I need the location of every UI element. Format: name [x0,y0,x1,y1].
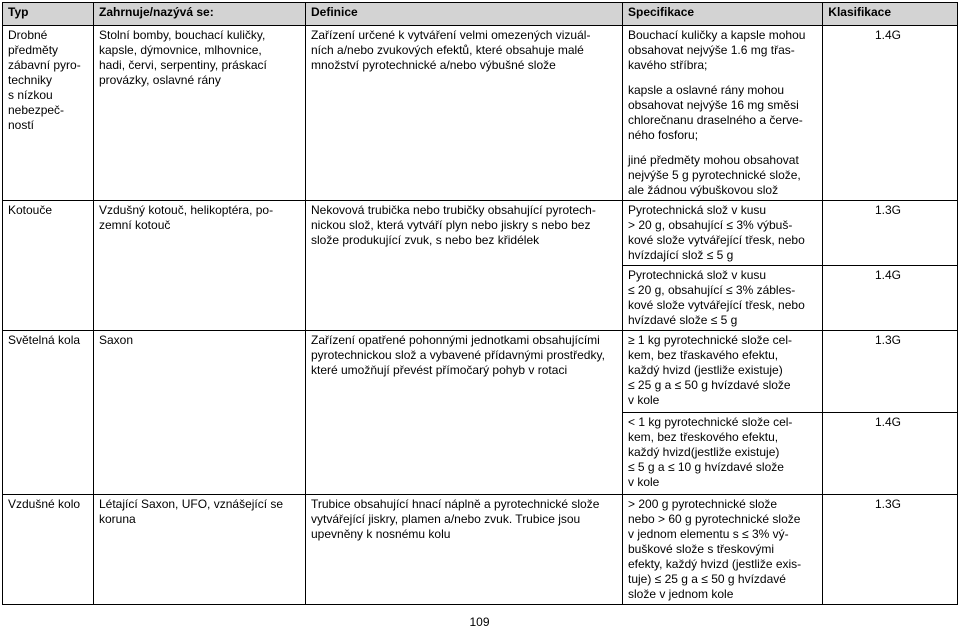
type-line: předměty [8,43,59,57]
definition-line: Zařízení opatřené pohonnými jednotkami obsahujícími [311,333,600,347]
spec-block-bangs [628,83,818,143]
spec-line: ≤ 20 g, obsahující ≤ 3% zábles- [628,283,796,297]
cell-definition [306,495,623,605]
spec-line: jiné předměty mohou obsahovat [628,153,799,167]
type-line: ností [8,118,35,132]
cell-specification [623,201,823,266]
spec-line: kové slože vytvářející třesk, nebo [628,298,805,312]
spec-line: hvízdající slož ≤ 5 g [628,248,734,262]
table-row-kotouce [3,201,958,266]
table-row-vzdusne-kolo [3,495,958,605]
spec-line: efekty, každý hvizd (jestliže exis- [628,557,802,571]
definition-line: vytvářející jiskry, plamen a/nebo zvuk. Trubice jsou [311,512,581,526]
page-number: 109 [469,615,490,629]
cell-definition [306,201,623,331]
definition-line: ních a/nebo zvukových efektů, které obsahuje malé [311,43,584,57]
spec-line: kapsle a oslavné rány mohou [628,83,785,97]
definition-line: množství pyrotechnické a/nebo výbušné slože [311,58,556,72]
definition-line: Zařízení určené k vytváření velmi omezených vizuál- [311,28,591,42]
spec-line: každý hvizd (jestliže existuje) [628,363,783,377]
spec-line: tuje) ≤ 25 g a ≤ 50 g hvízdavé [628,572,786,586]
cell-classification: 1.3G [823,495,958,605]
spec-line: hvízdavé slože ≤ 5 g [628,313,738,327]
definition-line: nickou slož, která vytváří plyn nebo jiskry s nebo bez [311,218,591,232]
spec-line: každý hvizd(jestliže existuje) [628,445,780,459]
names-line: Stolní bomby, bouchací kuličky, [99,28,266,42]
spec-line: nejvýše 5 g pyrotechnické slože, [628,168,801,182]
spec-line: slože v jednom kole [628,587,734,601]
cell-names: Saxon [94,331,306,495]
spec-line: ného fosforu; [628,128,699,142]
names-line: hadi, červi, serpentiny, práskací [99,58,267,72]
spec-line: > 200 g pyrotechnické slože [628,497,778,511]
names-line: kapsle, dýmovnice, mlhovnice, [99,43,262,57]
table-row-svetelna-kola [3,331,958,413]
spec-line: obsahovat nejvýše 1.6 mg třas- [628,43,795,57]
definition-line: upevněny k nosnému kolu [311,527,451,541]
spec-line: ≥ 1 kg pyrotechnické slože cel- [628,333,792,347]
cell-specification [623,331,823,413]
cell-specification [623,26,823,201]
type-line: Drobné [8,28,48,42]
type-line: s nízkou [8,88,53,102]
type-line: techniky [8,73,53,87]
spec-block-caps [628,28,818,73]
spec-line: v kole [628,475,660,489]
cell-definition [306,26,623,201]
spec-line: v jednom elementu s ≤ 3% vý- [628,527,789,541]
spec-line: kem, bez třeskového efektu, [628,430,779,444]
definition-line: Nekovová trubička nebo trubičky obsahující pyrotech- [311,203,596,217]
header-definition: Definice [306,3,623,26]
spec-line: v kole [628,393,660,407]
header-type: Typ [3,3,94,26]
type-line: nebezpeč- [8,103,65,117]
cell-specification [623,495,823,605]
spec-line: ≤ 5 g a ≤ 10 g hvízdavé slože [628,460,784,474]
definition-line: Trubice obsahující hnací náplně a pyrotechnické slože [311,497,600,511]
cell-names [94,201,306,331]
cell-classification: 1.4G [823,266,958,331]
spec-line: > 20 g, obsahující ≤ 3% výbuš- [628,218,793,232]
spec-line: chlorečnanu draselného a červe- [628,113,803,127]
cell-definition [306,331,623,495]
spec-line: ≤ 25 g a ≤ 50 g hvízdavé slože [628,378,791,392]
names-line: Létající Saxon, UFO, vznášející se [99,497,284,511]
cell-classification: 1.4G [823,413,958,495]
table-row-drobne [3,26,958,201]
spec-line: ale žádnou výbuškovou slož [628,183,779,197]
spec-line: obsahovat nejvýše 16 mg směsi [628,98,799,112]
cell-specification [623,266,823,331]
names-line: Vzdušný kotouč, helikoptéra, po- [99,203,274,217]
definition-line: které umožňují převést přímočarý pohyb v rotaci [311,363,568,377]
cell-type [3,26,94,201]
cell-type: Vzdušné kolo [3,495,94,605]
type-line: zábavní pyro- [8,58,81,72]
names-line: provázky, oslavné rány [99,73,221,87]
cell-names [94,26,306,201]
pyrotechnics-classification-table [2,2,958,605]
spec-line: nebo > 60 g pyrotechnické slože [628,512,801,526]
cell-type: Kotouče [3,201,94,331]
cell-names [94,495,306,605]
definition-line: slože produkující zvuk, s nebo bez křidélek [311,233,540,247]
spec-line: buškové slože s třeskovými [628,542,775,556]
spec-line: kové slože vytvářející třesk, nebo [628,233,805,247]
spec-line: Pyrotechnická slož v kusu [628,203,767,217]
header-row [3,3,958,26]
definition-line: pyrotechnickou slož a vybavené přídavnými prostředky, [311,348,605,362]
spec-line: kem, bez třaskavého efektu, [628,348,779,362]
names-line: koruna [99,512,136,526]
cell-type: Světelná kola [3,331,94,495]
header-name: Zahrnuje/nazývá se: [94,3,306,26]
spec-line: Bouchací kuličky a kapsle mohou [628,28,806,42]
cell-classification: 1.4G [823,26,958,201]
cell-classification: 1.3G [823,331,958,413]
names-line: zemní kotouč [99,218,171,232]
spec-line: Pyrotechnická slož v kusu [628,268,767,282]
header-specification: Specifikace [623,3,823,26]
spec-line: kavého stříbra; [628,58,708,72]
spec-block-other [628,153,818,198]
cell-specification [623,413,823,495]
header-classification: Klasifikace [823,3,958,26]
spec-line: < 1 kg pyrotechnické slože cel- [628,415,793,429]
cell-classification: 1.3G [823,201,958,266]
